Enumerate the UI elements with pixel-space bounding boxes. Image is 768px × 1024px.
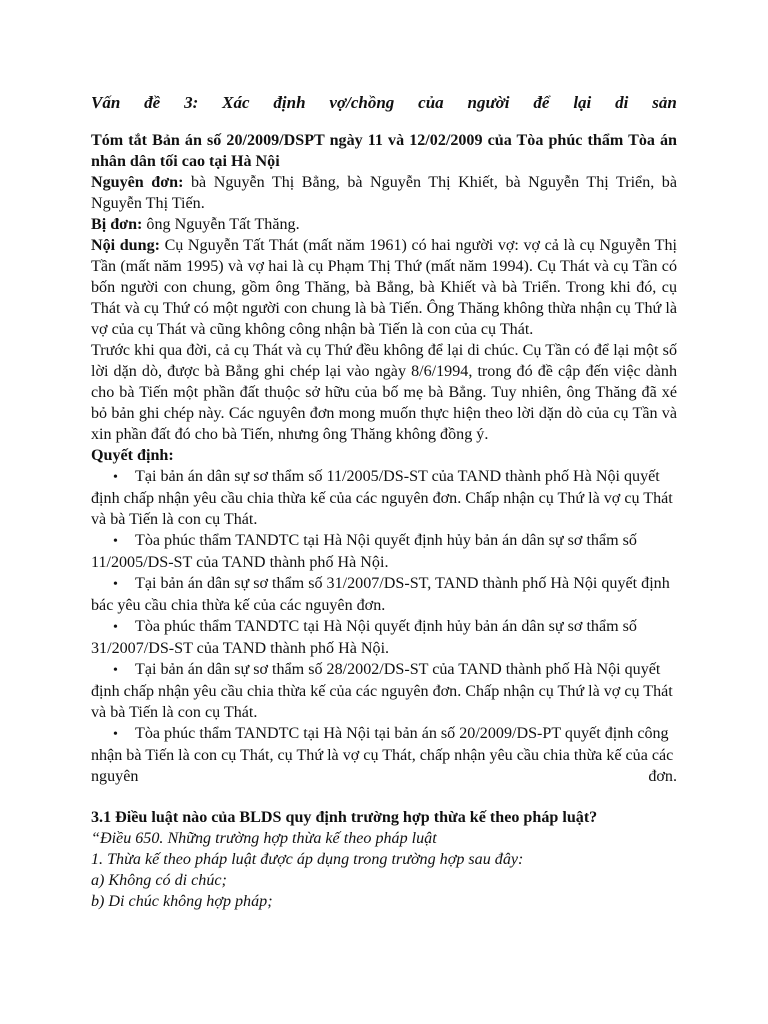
- title-word: vợ/chồng: [329, 93, 395, 112]
- decision-item-text: Tại bản án dân sự sơ thẩm số 28/2002/DS-ST của TAND thành phố Hà Nội quyết định chấp nhận yêu cầu chia thừa kế của các nguyên đơn. Chấp nhận cụ Thứ là vợ cụ Thát và bà Tiến là con cụ Thát.: [91, 661, 673, 721]
- spacer: [91, 787, 677, 807]
- bullet-icon: •: [113, 663, 118, 678]
- plaintiff-text: bà Nguyễn Thị Bẳng, bà Nguyễn Thị Khiết, bà Nguyễn Thị Triển, bà Nguyễn Thị Tiến.: [91, 174, 677, 212]
- title-word: 3:: [184, 93, 199, 112]
- title-word: Xác: [222, 93, 250, 112]
- section-title: [91, 93, 677, 113]
- law-line: “Điều 650. Những trường hợp thừa kế theo pháp luật: [91, 830, 437, 847]
- decision-item-text: Tại bản án dân sự sơ thẩm số 31/2007/DS-ST, TAND thành phố Hà Nội quyết định bác yêu cầu chia thừa kế của các nguyên đơn.: [91, 575, 670, 614]
- content-paragraph-2: Trước khi qua đời, cả cụ Thát và cụ Thứ đều không để lại di chúc. Cụ Tần có để lại một số lời dặn dò, được bà Bẳng ghi chép lại vào ngày 8/6/1994, trong đó đề cập đến việc dành cho bà Tiến một phần đất thuộc sở hữu của bố mẹ bà Bẳng. Tuy nhiên, ông Thăng đã xé bỏ bản ghi chép này. Các nguyên đơn mong muốn thực hiện theo lời dặn dò của cụ Tần và xin phần đất đó cho bà Tiến, nhưng ông Thăng không đồng ý.: [91, 342, 677, 443]
- list-item: [91, 616, 677, 659]
- decision-item-text: Tòa phúc thẩm TANDTC tại Hà Nội quyết định hủy bản án dân sự sơ thẩm số 11/2005/DS-ST của TAND thành phố Hà Nội.: [91, 532, 637, 571]
- decision-item-text: Tòa phúc thẩm TANDTC tại Hà Nội tại bản án số 20/2009/DS-PT quyết định công nhận bà Tiến là con cụ Thát, cụ Thứ là vợ cụ Thát, chấp nhận yêu cầu chia thừa kế của các nguyên đơn.: [91, 725, 677, 785]
- title-word: sản: [652, 93, 677, 112]
- content-text: Cụ Nguyễn Tất Thát (mất năm 1961) có hai người vợ: vợ cả là cụ Nguyễn Thị Tần (mất năm 1995) và vợ hai là cụ Phạm Thị Thứ (mất năm 1994). Cụ Thát và cụ Tần có bốn người con chung, gồm ông Thăng, bà Bẳng, bà Khiết và bà Triển. Trong khi đó, cụ Thát và cụ Thứ có một người con chung là bà Tiến. Ông Thăng không thừa nhận cụ Thứ là vợ của cụ Thát và cũng không công nhận bà Tiến là con của cụ Thát.: [91, 237, 677, 338]
- title-word: lại: [573, 93, 592, 112]
- case-title: Tóm tắt Bản án số 20/2009/DSPT ngày 11 và 12/02/2009 của Tòa phúc thẩm Tòa án nhân dân tối cao tại Hà Nội: [91, 132, 677, 170]
- defendant-label: Bị đơn:: [91, 216, 143, 233]
- content-paragraph: [91, 235, 677, 340]
- bullet-icon: •: [113, 727, 118, 742]
- title-word: di: [615, 93, 629, 112]
- content-label: Nội dung:: [91, 237, 160, 254]
- list-item: [91, 723, 677, 787]
- document-body: [91, 130, 677, 912]
- list-item: [91, 573, 677, 616]
- decision-label: Quyết định:: [91, 447, 174, 464]
- law-line: 1. Thừa kế theo pháp luật được áp dụng trong trường hợp sau đây:: [91, 851, 524, 868]
- law-line: a) Không có di chúc;: [91, 872, 227, 889]
- title-word: đề: [144, 93, 161, 112]
- title-word: Vấn: [91, 93, 121, 112]
- list-item: [91, 659, 677, 723]
- defendant-text: ông Nguyễn Tất Thăng.: [142, 216, 300, 233]
- defendant-paragraph: [91, 214, 677, 235]
- law-line: b) Di chúc không hợp pháp;: [91, 893, 273, 910]
- title-word: để: [533, 93, 550, 112]
- title-word: của: [418, 93, 444, 112]
- decision-list: [91, 466, 677, 787]
- decision-item-text: Tòa phúc thẩm TANDTC tại Hà Nội quyết định hủy bản án dân sự sơ thẩm số 31/2007/DS-ST của TAND thành phố Hà Nội.: [91, 618, 637, 657]
- list-item: [91, 466, 677, 530]
- bullet-icon: •: [113, 470, 118, 485]
- plaintiff-paragraph: [91, 172, 677, 214]
- list-item: [91, 530, 677, 573]
- plaintiff-label: Nguyên đơn:: [91, 174, 184, 191]
- title-word: định: [273, 93, 306, 112]
- title-word: người: [467, 93, 510, 112]
- bullet-icon: •: [113, 534, 118, 549]
- question-heading: 3.1 Điều luật nào của BLDS quy định trường hợp thừa kế theo pháp luật?: [91, 809, 598, 826]
- bullet-icon: •: [113, 577, 118, 592]
- decision-item-text: Tại bản án dân sự sơ thẩm số 11/2005/DS-ST của TAND thành phố Hà Nội quyết định chấp nhận yêu cầu chia thừa kế của các nguyên đơn. Chấp nhận cụ Thứ là vợ cụ Thát và bà Tiến là con cụ Thát.: [91, 468, 673, 528]
- bullet-icon: •: [113, 620, 118, 635]
